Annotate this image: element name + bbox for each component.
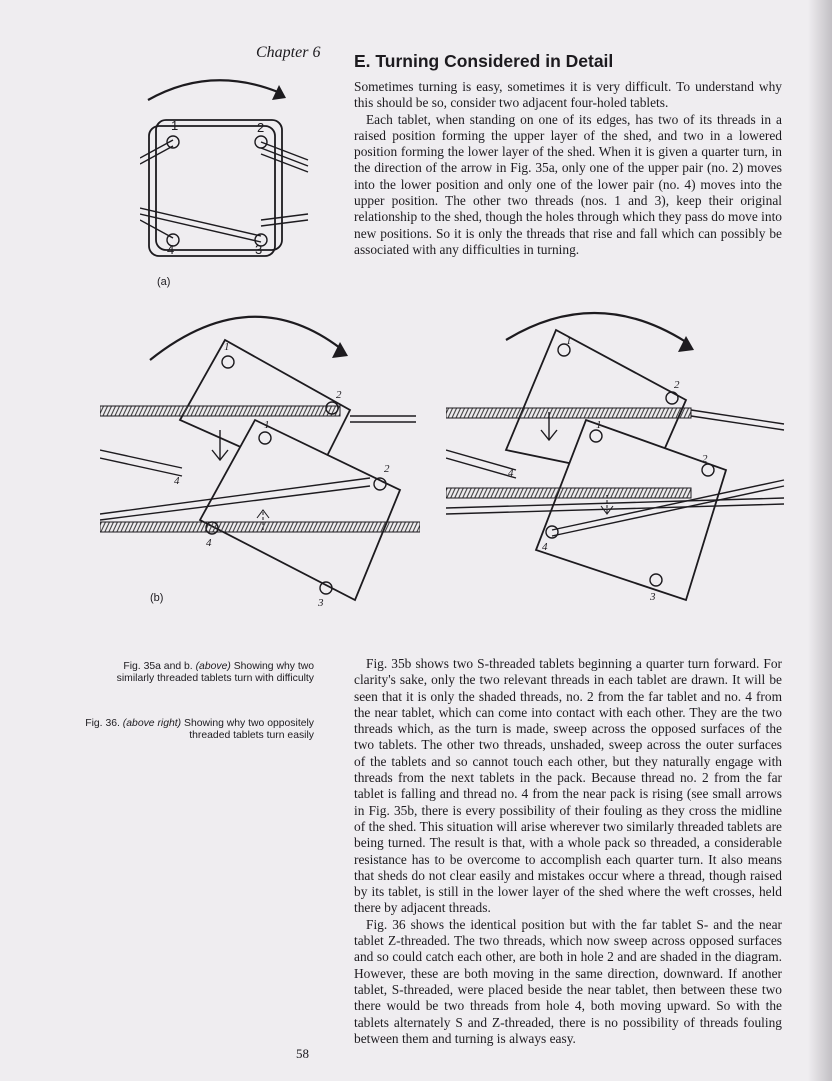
- paragraph: Each tablet, when standing on one of its edges, has two of its threads in a raised position forming the upper layer of the shed, and two in a lowered position forming the lower layer of the shed. When it is given a quarter turn, in the direction of the arrow in Fig. 35a, only one of the upper pair (no. 2) moves into the lower position and only one of the lower pair (no. 4) moves into the upper position. The other two threads (nos. 1 and 3), keep their original relationship to the shed, though the holes through which they pass do move into new positions. So it is only the threads that rise and fall which can possibly be associated with any difficulties in turning.: [354, 111, 782, 257]
- caption-fig35-text: Showing why two similarly threaded tablets turn with difficulty: [116, 661, 314, 685]
- shaded-thread-2-far: [446, 408, 691, 418]
- shaded-thread-2-near: [446, 488, 691, 498]
- far-hole-label-1: 1: [224, 341, 230, 353]
- caption-fig35-em: (above): [195, 661, 231, 672]
- turn-arrow: [506, 313, 686, 342]
- hole-label-1: 1: [171, 118, 179, 133]
- caption-fig36-text: Showing why two oppositely threaded tablets turn easily: [184, 718, 314, 742]
- near-hole-label-1: 1: [264, 419, 270, 431]
- hole-label-4: 4: [167, 242, 175, 257]
- hole-label-3: 3: [255, 242, 263, 257]
- body-text-top: [354, 79, 782, 258]
- thread-4-far: [446, 450, 516, 470]
- running-head: Chapter 6: [256, 44, 321, 61]
- near-hole-label-1: 1: [596, 419, 602, 431]
- tablet-far: [156, 120, 282, 250]
- figure-35a: [140, 70, 310, 270]
- tablet-near: [200, 420, 400, 600]
- page-number: 58: [296, 1046, 309, 1061]
- turn-arrow: [148, 80, 278, 100]
- page-gutter-shadow: [808, 0, 832, 1081]
- body-text-bottom: [354, 656, 782, 1047]
- caption-fig35-head: Fig. 35a and b.: [123, 661, 193, 672]
- paragraph: Sometimes turning is easy, sometimes it is very difficult. To understand why this should be so, consider two adjacent four-holed tablets.: [354, 79, 782, 111]
- near-hole-label-2: 2: [702, 453, 708, 465]
- caption-fig35: [84, 661, 314, 685]
- caption-fig36: [84, 718, 314, 742]
- far-hole-label-4: 4: [174, 475, 180, 487]
- figure-36: [446, 300, 786, 620]
- caption-fig36-head: Fig. 36.: [85, 718, 120, 729]
- near-hole-label-3: 3: [318, 597, 324, 609]
- far-hole-label-1: 1: [566, 335, 572, 347]
- near-hole-label-2: 2: [384, 463, 390, 475]
- arrowhead: [272, 85, 286, 100]
- far-hole-label-2: 2: [674, 379, 680, 391]
- thread-4-far: [100, 450, 182, 468]
- far-hole-label-2: 2: [336, 389, 342, 401]
- paragraph: Fig. 36 shows the identical position but with the far tablet S- and the near tablet Z-threaded. The two threads, which now sweep across opposed surfaces and so could catch each other, are both in hole 2 and are shaded in the diagram. However, these are both moving in the same direction, downward. If another tablet, S-threaded, were placed beside the near tablet, then between these two there would be two threads from hole 4, both moving upward. So with the tablets alternately S and Z-threaded, there is no possibility of threads fouling between them and turning is always easy.: [354, 916, 782, 1046]
- near-hole-label-4: 4: [542, 541, 548, 553]
- far-hole-label-4: 4: [508, 467, 514, 479]
- near-hole-label-4: 4: [206, 537, 212, 549]
- near-hole-label-3: 3: [650, 591, 656, 603]
- caption-fig36-em: (above right): [122, 718, 182, 729]
- figure-35b: [100, 300, 420, 620]
- figure-35a-label: (a): [157, 276, 171, 288]
- hole-label-2: 2: [257, 120, 265, 135]
- shaded-thread-4-near: [100, 522, 420, 532]
- paragraph: Fig. 35b shows two S-threaded tablets beginning a quarter turn forward. For clarity's sake, only the two relevant threads in each tablet are drawn. It will be seen that it is only the shaded threads, no. 2 from the far tablet and no. 4 from the near tablet, which can come into contact with each other. They are the two threads which, as the turn is made, sweep across the opposed surfaces of the two tablets. The other two threads, unshaded, sweep across the outer surfaces of the tablets and so cannot touch each other, but they naturally engage with threads from the next tablets in the pack. Because thread no. 2 from the far tablet is falling and thread no. 4 from the near pack is rising (see small arrows in Fig. 35b, there is every possibility of their fouling as they cross the midline of the shed. This situation will arise wherever two similarly threaded tablets are being turned. The result is that, with a whole pack so threaded, a considerable resistance has to be overcome to accomplish each quarter turn. It also means that sheds do not clear easily and mistakes occur where a thread, though raised by its tablet, is still in the lower layer of the shed where the weft crosses, held there by adjacent threads.: [354, 656, 782, 916]
- figure-35b-label: (b): [150, 592, 164, 604]
- section-title: E. Turning Considered in Detail: [354, 51, 614, 71]
- shaded-thread-2-far: [100, 406, 340, 416]
